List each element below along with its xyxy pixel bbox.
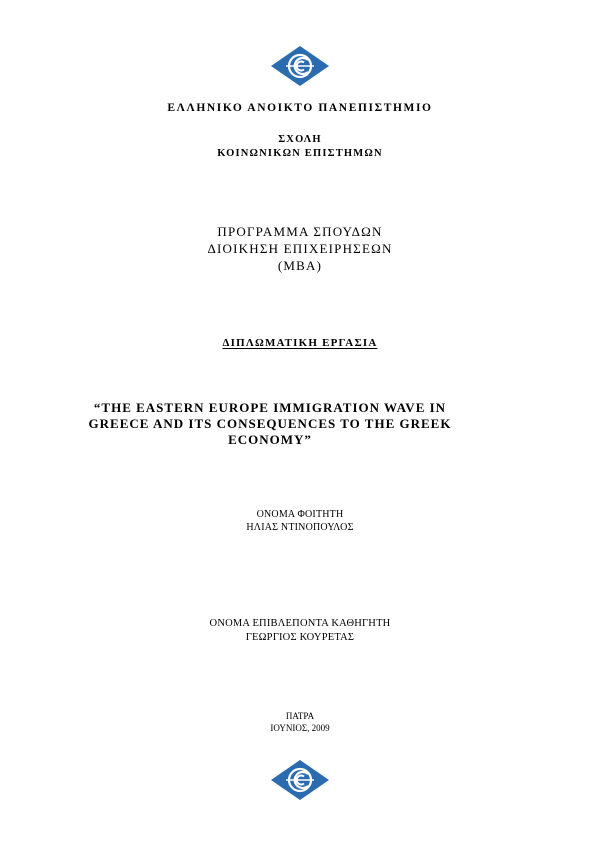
thesis-title-line-2: GREECE AND ITS CONSEQUENCES TO THE GREEK: [88, 416, 452, 431]
supervisor-name: ΓΕΩΡΓΙΟΣ ΚΟΥΡΕΤΑΣ: [245, 632, 355, 643]
student-name: ΗΛΙΑΣ ΝΤΙΝΟΠΟΥΛΟΣ: [246, 522, 354, 533]
university-emblem-icon: [270, 759, 330, 801]
supervisor-label: ΟΝΟΜΑ ΕΠΙΒΛΕΠΟΝΤΑ ΚΑΘΗΓΗΤΗ: [209, 618, 391, 629]
thesis-title-line-3: ECONOMY”: [228, 432, 312, 447]
school-line-2: ΚΟΙΝΩΝΙΚΩΝ ΕΠΙΣΤΗΜΩΝ: [217, 148, 383, 159]
program-line-1: ΠΡΟΓΡΑΜΜΑ ΣΠΟΥΔΩΝ: [217, 224, 383, 239]
university-name-text: ΕΛΛΗΝΙΚΟ ΑΝΟΙΚΤΟ ΠΑΝΕΠΙΣΤΗΜΙΟ: [167, 102, 433, 114]
thesis-title-line-1: “THE EASTERN EUROPE IMMIGRATION WAVE IN: [93, 400, 447, 415]
place-date: [0, 710, 600, 734]
city: ΠΑΤΡΑ: [285, 711, 315, 721]
program-name: [0, 223, 600, 274]
thesis-label-text: ΔΙΠΛΩΜΑΤΙΚΗ ΕΡΓΑΣΙΑ: [222, 337, 378, 349]
school-line-1: ΣΧΟΛΗ: [278, 134, 322, 145]
program-line-3: (MBA): [277, 258, 323, 273]
student-label: ΟΝΟΜΑ ΦΟΙΤΗΤΗ: [256, 509, 344, 520]
date: ΙΟΥΝΙΟΣ, 2009: [270, 723, 330, 733]
thesis-title: [70, 400, 470, 448]
thesis-label: [0, 337, 600, 349]
program-line-2: ΔΙΟΙΚΗΣΗ ΕΠΙΧΕΙΡΗΣΕΩΝ: [207, 241, 393, 256]
supervisor-info: [0, 617, 600, 645]
university-name: [0, 102, 600, 114]
school-name: [0, 133, 600, 161]
student-info: [0, 508, 600, 534]
university-emblem-icon: [270, 45, 330, 87]
